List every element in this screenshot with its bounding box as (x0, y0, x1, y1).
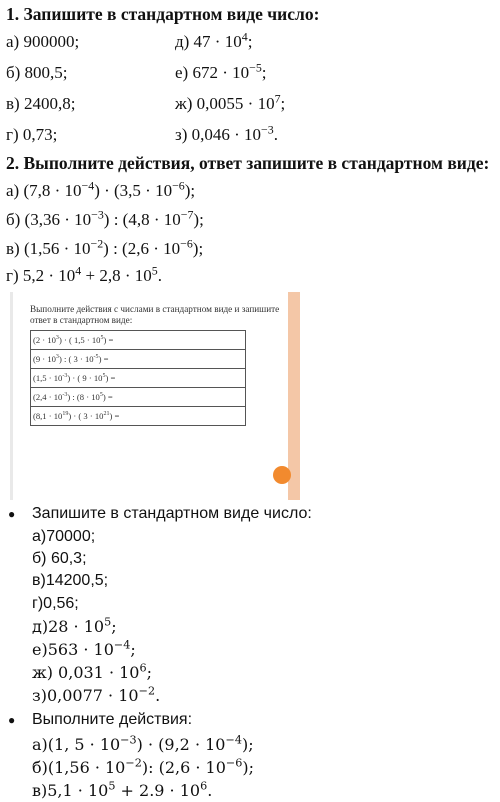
orange-dot-icon (273, 466, 291, 484)
heading-standard-form: 1. Запишите в стандартном виде число: (6, 4, 320, 24)
op-a-2: а)(1, $5 \cdot 10^{-3}) \cdot (9,2 \cdot 10^{-4})$; (32, 733, 254, 754)
item-a: а) 900000; (6, 32, 80, 51)
op-v: в) $(1,56 \cdot 10^{-2})$ : $(2,6 \cdot 10^{-6})$; (6, 236, 204, 258)
op-a: а) $(7,8 \cdot 10^{-4}) \cdot (3,5 \cdot 10^{-6})$; (6, 178, 196, 200)
table-row (31, 331, 246, 350)
item-g: г) 0,73; (6, 125, 58, 144)
slide-left-edge (10, 292, 13, 500)
table-cell: $(2,4 \cdot 10^{-3})$ : $(8 \cdot 10^5)$ = (31, 388, 246, 407)
slide-title: Выполните действия с числами в стандартном виде и запишите ответ в стандартном виде: (30, 304, 280, 325)
op-g: г) $5,2 \cdot 10^4 + 2,8 \cdot 10^5$. (6, 263, 162, 285)
bullet-icon: ● (8, 713, 16, 727)
op-b: б) $(3,36 \cdot 10^{-3})$ : $(4,8 \cdot 10^{-7})$; (6, 207, 204, 229)
table-row (31, 350, 246, 369)
item-d-2: $д)28 \cdot 10^5$; (32, 615, 117, 636)
item-a-2: а)70000; (32, 528, 96, 545)
item-g-2: г)0,56; (32, 595, 79, 612)
exercise-section-1 (0, 0, 500, 292)
slide-accent-stripe (288, 292, 300, 500)
item-z: з) $0,046 \cdot 10^{-3}$. (175, 122, 278, 144)
slide-image (10, 292, 300, 500)
table-row (31, 369, 246, 388)
item-d: д) $47 \cdot 10^4$; (175, 29, 253, 51)
table-cell: $(1,5 \cdot 10^{-3})$ · ( $9 \cdot 10^5$) = (31, 369, 246, 388)
table-row (31, 388, 246, 407)
bullet-icon: ● (8, 507, 16, 521)
item-v-2: в)14200,5; (32, 572, 109, 589)
table-cell: $(9 \cdot 10^3)$ : ( $3 \cdot 10^{-5}$) = (31, 350, 246, 369)
item-b: б) 800,5; (6, 63, 68, 82)
op-v-2: $в)5,1 \cdot 10^5 + 2.9 \cdot 10^6$. (32, 779, 213, 800)
item-b-2: б) 60,3; (32, 550, 87, 567)
item-z-2: $з)0,0077 \cdot 10^{-2}$. (32, 684, 161, 705)
op-b-2: $б)(1,56 \cdot 10^{-2})$: $(2,6 \cdot 10^{-6})$; (32, 756, 255, 777)
item-zh: ж) $0,0055 \cdot 10^7$; (175, 91, 286, 113)
heading-standard-form-2: Запишите в стандартном виде число: (32, 505, 312, 522)
exercise-section-3 (0, 500, 500, 802)
heading-operations-2: Выполните действия: (32, 711, 193, 728)
table-cell: $(2 \cdot 10^3)$ · ( $1,5 \cdot 10^5$) = (31, 331, 246, 350)
item-zh-2: ж) $0,031 \cdot 10^6$; (32, 661, 152, 682)
heading-operations: 2. Выполните действия, ответ запишите в стандартном виде: (6, 153, 490, 173)
slide-table (30, 330, 246, 426)
item-e: е) $672 \cdot 10^{-5}$; (175, 60, 267, 82)
item-v: в) 2400,8; (6, 94, 76, 113)
item-e-2: $е)563 \cdot 10^{-4}$; (32, 638, 136, 659)
table-cell: $(8,1 \cdot 10^{19})$ · ( $3 \cdot 10^{21}$) = (31, 407, 246, 426)
table-row (31, 407, 246, 426)
